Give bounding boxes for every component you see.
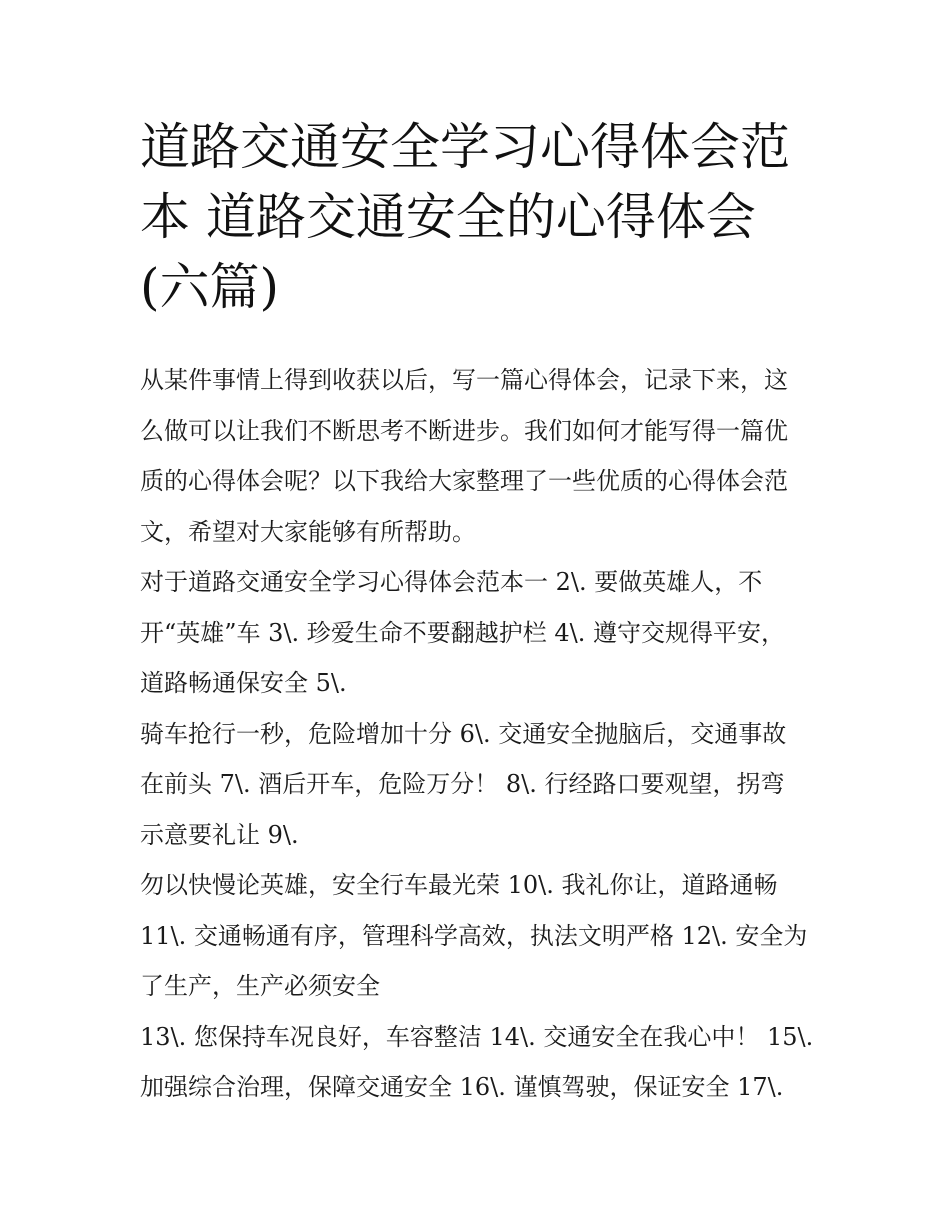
body-line-4: 文，希望对大家能够有所帮助。 <box>140 517 476 546</box>
body-line-3: 质的心得体会呢？以下我给大家整理了一些优质的心得体会范 <box>140 467 788 495</box>
body-line-15: 加强综合治理，保障交通安全 16\. 谨慎驾驶，保证安全 17\. <box>140 1073 784 1101</box>
body-line-6: 开“英雄”车 3\. 珍爱生命不要翻越护栏 4\. 遵守交规得平安， <box>140 618 786 647</box>
body-line-2: 么做可以让我们不断思考不断进步。我们如何才能写得一篇优 <box>140 416 788 445</box>
body-line-1: 从某件事情上得到收获以后，写一篇心得体会，记录下来，这 <box>140 366 788 394</box>
body-line-13: 了生产，生产必须安全 <box>140 972 380 1000</box>
title-line-1: 道路交通安全学习心得体会范 <box>140 118 790 176</box>
title-line-2: 本 道路交通安全的心得体会 <box>140 188 756 246</box>
title-line-3: (六篇) <box>140 258 280 316</box>
body-line-12: 11\. 交通畅通有序，管理科学高效，执法文明严格 12\. 安全为 <box>140 921 808 950</box>
body-line-10: 示意要礼让 9\. <box>140 820 299 849</box>
body-line-7: 道路畅通保安全 5\. <box>140 669 347 697</box>
document-body <box>140 355 830 1113</box>
body-line-5: 对于道路交通安全学习心得体会范本一 2\. 要做英雄人，不 <box>140 568 763 596</box>
body-line-8: 骑车抢行一秒，危险增加十分 6\. 交通安全抛脑后，交通事故 <box>140 719 787 748</box>
document-title <box>140 112 840 322</box>
body-line-14: 13\. 您保持车况良好，车容整洁 14\. 交通安全在我心中！ 15\. <box>140 1022 814 1051</box>
body-line-9: 在前头 7\. 酒后开车，危险万分！ 8\. 行经路口要观望，拐弯 <box>140 770 785 798</box>
body-line-11: 勿以快慢论英雄，安全行车最光荣 10\. 我礼你让，道路通畅 <box>140 871 778 899</box>
